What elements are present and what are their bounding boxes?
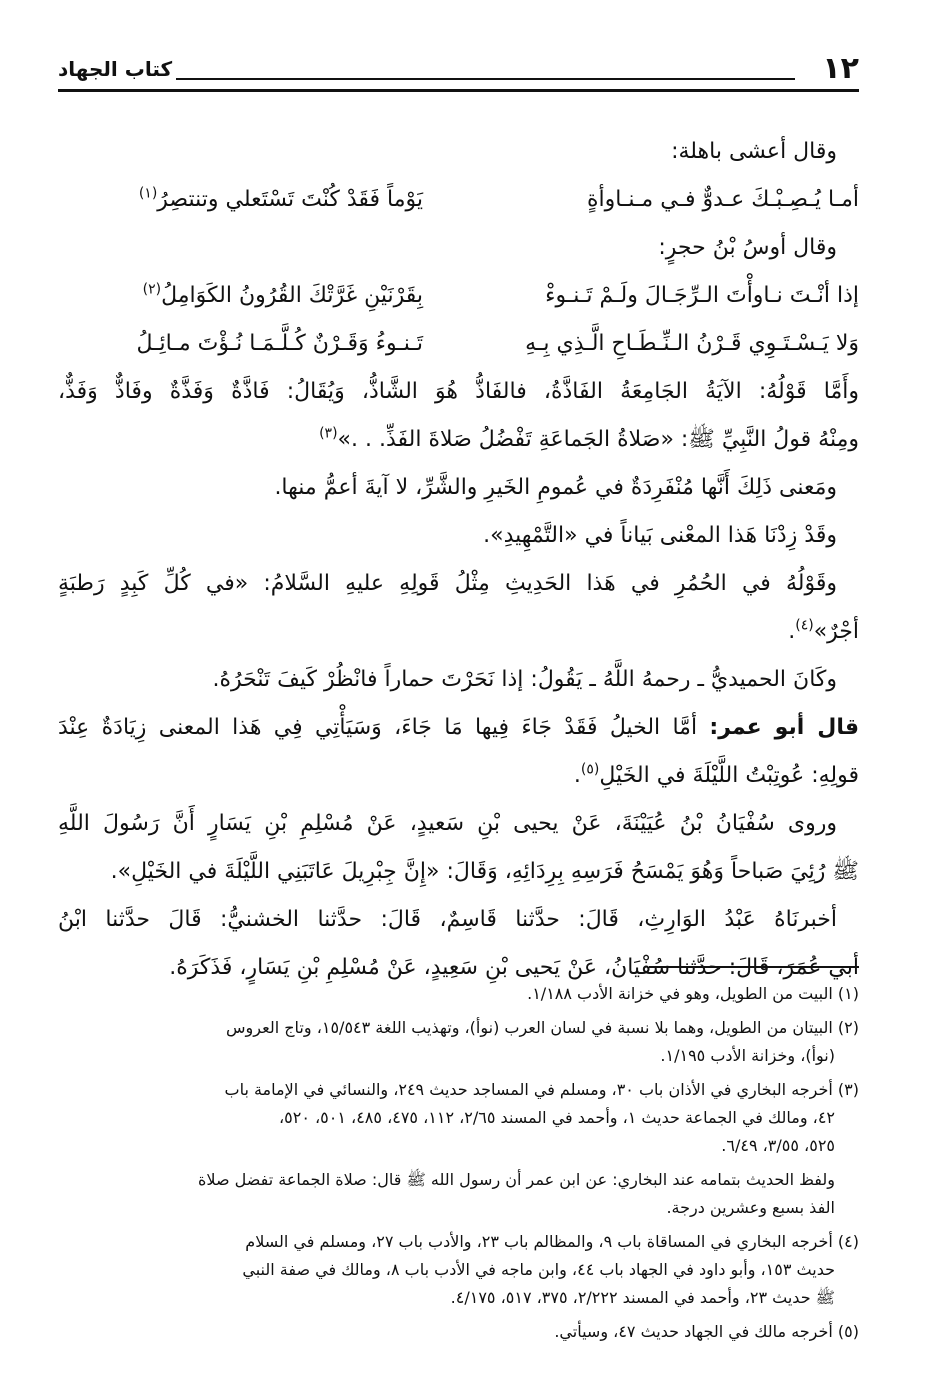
footnote-3-note-cont: الفذ بسبع وعشرين درجة. xyxy=(666,1198,835,1217)
text-line: أخبرنَاهُ عَبْدُ الوَارِثِ، قَالَ: حدَّثنا قَاسِمٌ، قَالَ: حدَّثنا الخشنيُّ: قَالَ حدَّثنا ابْنُ xyxy=(58,907,837,932)
poem-verse xyxy=(58,176,859,224)
text-line: وقال أوسُ بْنُ حجرٍ: xyxy=(658,235,837,260)
text-line xyxy=(58,704,859,752)
line-text: أمَّا الخيلُ فَقَدْ جَاءَ فِيها مَا جَاءَ، وَسَيَأْتِي فِي هَذا المعنى زِيَادَةٌ عِنْدَ xyxy=(58,715,710,740)
footnote-4: (٤) أخرجه البخاري في المساقاة باب ٩، والمظالم باب ٢٣، والأدب باب ٢٧، ومسلم في السلام xyxy=(245,1232,859,1251)
text-line: وقَدْ زِدْنَا هَذا المعْنى بَياناً في «التَّمْهِيدِ». xyxy=(483,523,837,548)
verse-first-hemistich: أمـا يُـصِـبْـكَ عـدوٌّ فـي مـنـاوأةٍ xyxy=(586,187,859,212)
line-text: أجْرٌ» xyxy=(813,619,859,644)
text-line xyxy=(58,416,859,464)
footnotes xyxy=(58,980,859,1346)
author-label: قال أبو عمر: xyxy=(709,715,859,740)
footnote-4-cont: ﷺ حديث ٢٣، وأحمد في المسند ٢/٢٢٢، ٣٧٥، ٥١٧، ٤/١٧٥. xyxy=(450,1288,835,1307)
line-text: ومِنْهُ قولُ النَّبِيِّ ﷺ: «صَلاةُ الجَماعَةِ تَفْضُلُ صَلاةَ الفَذِّ. . .» xyxy=(337,427,859,452)
verse-first-hemistich: إذا أنْـتَ نـاوأْتَ الـرِّجَـالَ ولَـمْ تَـنـوءْ xyxy=(545,283,859,308)
line-text: قولِهِ: عُوتِبْتُ اللَّيْلَةَ في الخَيْلِ xyxy=(599,763,859,788)
footnote-marker: (٣) xyxy=(319,425,338,442)
page-number: ١٢ xyxy=(822,51,859,86)
footnote-5: (٥) أخرجه مالك في الجهاد حديث ٤٧، وسيأتي. xyxy=(554,1322,859,1341)
footnote-separator xyxy=(649,966,859,968)
verse-second-hemistich xyxy=(58,272,423,320)
text-line: وروى سُفْيَانُ بْنُ عُيَيْنَةَ، عَنْ يحيى بْنِ سَعيدٍ، عَنْ مُسْلِمِ بْنِ يَسَارٍ أَنَّ رَسُولَ اللَّهِ xyxy=(58,811,837,836)
text-line: وكَانَ الحميديُّ ـ رحمهُ اللَّهُ ـ يَقُولُ: إذا نَحَرْتَ حماراً فانْظُرْ كَيفَ تَنْحَرُهُ. xyxy=(212,667,837,692)
footnote-1: (١) البيت من الطويل، وهو في خزانة الأدب ١/١٨٨. xyxy=(527,984,859,1003)
header-rule xyxy=(176,78,795,80)
text-line xyxy=(58,608,859,656)
footnote-3-cont: ٥٢٥، ٣/٥٥، ٦/٤٩. xyxy=(721,1136,835,1155)
poem-verse xyxy=(58,272,859,320)
footnote-marker: (٤) xyxy=(795,617,814,634)
verse-second-hemistich: تَـنـوءُ وَقَـرْنٌ كُـلَّـمَـا نُـؤْتَ مـائِـلُ xyxy=(136,331,423,356)
verse-first-hemistich: وَلا يَـسْـتَـوِي قَـرْنُ الـنِّـطَـاحِ الَّـذِي بِـهِ xyxy=(525,331,859,356)
header-rule-thick xyxy=(58,89,859,92)
footnote-marker: (٥) xyxy=(580,761,600,778)
line-end: . xyxy=(788,619,796,644)
main-text xyxy=(58,128,859,992)
footnote-4-cont: حديث ١٥٣، وأبو داود في الجهاد باب ٤٤، وابن ماجه في الأدب باب ٨، ومالك في صفة النبي xyxy=(242,1260,835,1279)
footnote-3-note: ولفظ الحديث بتمامه عند البخاري: عن ابن عمر أن رسول الله ﷺ قال: صلاة الجماعة تفضل صلاة xyxy=(198,1170,835,1189)
poem-verse xyxy=(58,320,859,368)
text-line: أبي عُمَرَ، قَالَ: حدَّثنا سُفْيَانُ، عَنْ يَحيى بْنِ سَعِيدٍ، عَنْ مُسْلِمِ بْنِ يَسَارٍ، فَذَكَرَهُ. xyxy=(169,955,859,980)
footnote-3-cont: ٤٢، ومالك في الجماعة حديث ١، وأحمد في المسند ٢/٦٥، ١١٢، ٤٧٥، ٤٨٥، ٥٠١، ٥٢٠، xyxy=(278,1108,835,1127)
running-title: كتاب الجهاد xyxy=(58,57,173,81)
page-header xyxy=(58,52,859,94)
text-line: ﷺ رُئِيَ صَباحاً وَهُوَ يَمْسَحُ فَرَسِهِ بِرِدَائِهِ، وَقَالَ: «إِنَّ جِبْرِيلَ عَاتَبَنِي اللَّيْلَةَ في الخَيْلِ». xyxy=(110,859,859,884)
footnote-2: (٢) البيتان من الطويل، وهما بلا نسبة في لسان العرب (نوأ)، وتهذيب اللغة ١٥/٥٤٣، وتاج العروس xyxy=(226,1018,859,1037)
footnote-3: (٣) أخرجه البخاري في الأذان باب ٣٠، ومسلم في المساجد حديث ٢٤٩، والنسائي في الإمامة باب xyxy=(224,1080,859,1099)
text-line: وقال أعشى باهلة: xyxy=(671,139,837,164)
hemistich-text: بِقَرْنَيْنِ غَرَّتْكَ القُرُونُ الكَوَامِلُ xyxy=(161,283,423,308)
text-line xyxy=(58,752,859,800)
footnote-2-cont: (نوأ)، وخزانة الأدب ١/١٩٥. xyxy=(660,1046,835,1065)
footnote-marker: (٢) xyxy=(142,281,162,298)
text-line: وأَمَّا قَوْلُهُ: الآيَةُ الجَامِعَةُ الفَاذَّةُ، فالفَاذُّ هُوَ الشَّاذُّ، وَيُقَالُ: فَاذَّةٌ وَفَذَّةٌ وفَاذٌّ وَفَذٌّ، xyxy=(58,379,859,404)
footnote-marker: (١) xyxy=(138,185,158,202)
text-line: ومَعنى ذَلِكَ أَنَّها مُنْفَرِدَةٌ في عُمومِ الخَيرِ والشَّرِّ، لا آيةَ أعمُّ منها. xyxy=(274,475,837,500)
hemistich-text: يَوْماً فَقَدْ كُنْتَ تَسْتَعلي وتنتصِرُ xyxy=(157,187,423,212)
text-line: وقَوْلُهُ في الحُمُرِ في هَذا الحَدِيثِ مِثْلُ قَولِهِ عليهِ السَّلامُ: «في كُلِّ كَبِدٍ رَطبَةٍ xyxy=(58,571,837,596)
line-end: . xyxy=(573,763,581,788)
verse-second-hemistich xyxy=(58,176,423,224)
